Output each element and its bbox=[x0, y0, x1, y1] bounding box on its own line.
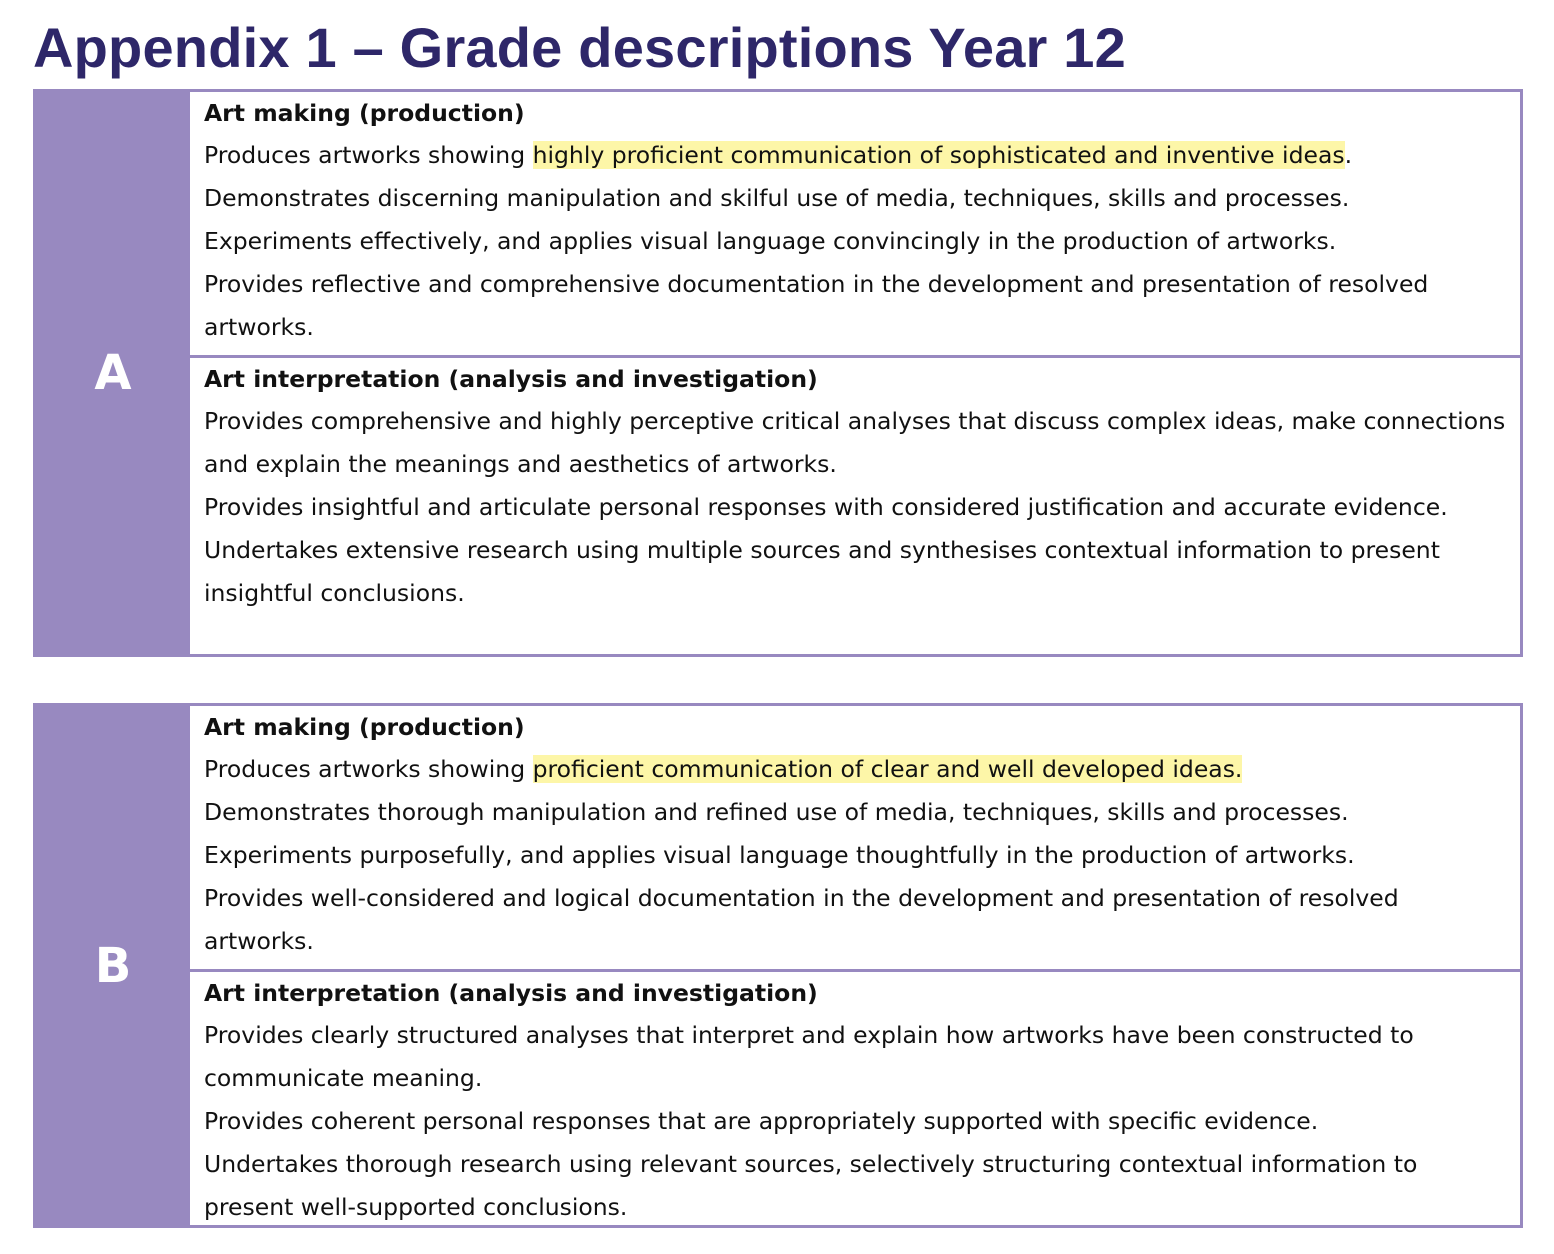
section-art-making bbox=[190, 92, 1520, 355]
highlighted-text: proficient communication of clear and well developed ideas. bbox=[532, 755, 1243, 783]
grade-content bbox=[187, 703, 1523, 1228]
grade-block-a bbox=[33, 89, 1523, 657]
section-heading: Art making (production) bbox=[204, 713, 525, 741]
section-heading: Art making (production) bbox=[204, 99, 525, 127]
descriptor-line: Provides comprehensive and highly perceptive critical analyses that discuss complex ideas, make connections and explain the meanings and aesthetics of artworks. bbox=[204, 407, 1506, 478]
section-art-interpretation bbox=[190, 969, 1520, 1235]
descriptor-line: Experiments purposefully, and applies visual language thoughtfully in the production of artworks. bbox=[204, 841, 1355, 869]
highlighted-text: highly proficient communication of sophisticated and inventive ideas bbox=[532, 141, 1345, 169]
grade-letter-cell bbox=[33, 703, 187, 1228]
descriptor-text: Produces artworks showing bbox=[204, 141, 533, 169]
grade-letter: A bbox=[94, 345, 132, 401]
page-title: Appendix 1 – Grade descriptions Year 12 bbox=[33, 16, 1126, 79]
descriptor-line: Provides well-considered and logical documentation in the development and presentation of resolved artworks. bbox=[204, 884, 1399, 955]
descriptor-line bbox=[204, 748, 1506, 791]
grade-letter-cell bbox=[33, 89, 187, 657]
grade-block-b bbox=[33, 703, 1523, 1228]
descriptor-text: Produces artworks showing bbox=[204, 755, 533, 783]
section-art-interpretation bbox=[190, 355, 1520, 621]
descriptor-line: Provides coherent personal responses that are appropriately supported with specific evidence. bbox=[204, 1107, 1319, 1135]
descriptor-line: Provides reflective and comprehensive documentation in the development and presentation of resolved artworks. bbox=[204, 270, 1429, 341]
section-heading: Art interpretation (analysis and investigation) bbox=[204, 979, 818, 1007]
descriptor-line: Provides clearly structured analyses that interpret and explain how artworks have been constructed to communicate meaning. bbox=[204, 1021, 1414, 1092]
grade-letter: B bbox=[94, 937, 132, 994]
grade-content bbox=[187, 89, 1523, 657]
descriptor-line: Demonstrates thorough manipulation and refined use of media, techniques, skills and processes. bbox=[204, 798, 1349, 826]
section-art-making bbox=[190, 706, 1520, 969]
descriptor-line: Demonstrates discerning manipulation and skilful use of media, techniques, skills and processes. bbox=[204, 184, 1350, 212]
descriptor-line: Undertakes thorough research using relevant sources, selectively structuring contextual information to present well-supported conclusions. bbox=[204, 1150, 1418, 1221]
descriptor-text: . bbox=[1344, 141, 1353, 169]
descriptor-line: Undertakes extensive research using multiple sources and synthesises contextual information to present insightful conclusions. bbox=[204, 536, 1440, 607]
descriptor-line: Experiments effectively, and applies visual language convincingly in the production of artworks. bbox=[204, 227, 1337, 255]
descriptor-line bbox=[204, 134, 1506, 177]
section-heading: Art interpretation (analysis and investigation) bbox=[204, 365, 818, 393]
descriptor-line: Provides insightful and articulate personal responses with considered justification and accurate evidence. bbox=[204, 493, 1448, 521]
